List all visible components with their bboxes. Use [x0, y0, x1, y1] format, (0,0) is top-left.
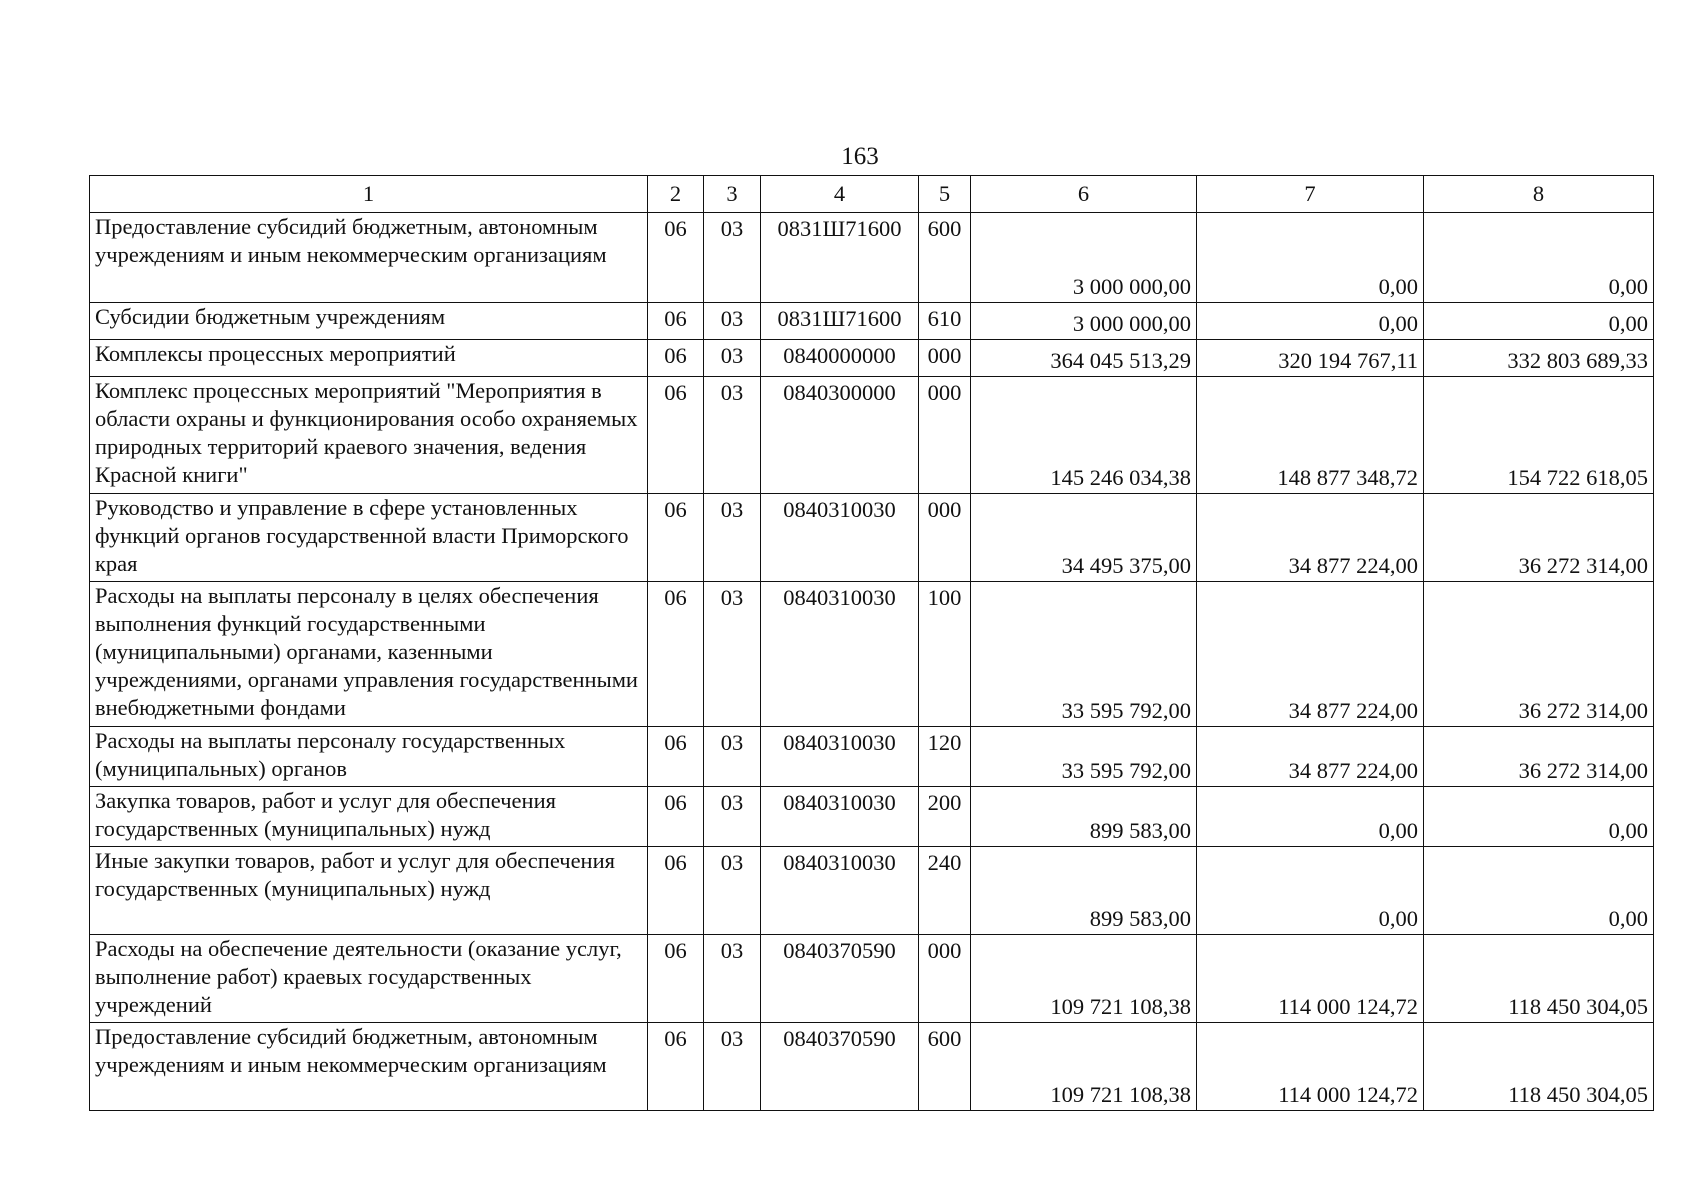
- row-amount-8: 0,00: [1424, 847, 1654, 935]
- row-target-code: 0840370590: [761, 1023, 919, 1111]
- row-amount-7: 34 877 224,00: [1197, 582, 1424, 727]
- table-row: [90, 377, 1654, 494]
- row-amount-7: 34 877 224,00: [1197, 494, 1424, 582]
- row-amount-8: 36 272 314,00: [1424, 727, 1654, 787]
- row-expense-type: 610: [919, 303, 971, 340]
- row-target-code: 0840370590: [761, 935, 919, 1023]
- row-amount-7: 0,00: [1197, 303, 1424, 340]
- row-name: Руководство и управление в сфере установленных функций органов государственной власти Приморского края: [90, 494, 648, 582]
- row-amount-7: 0,00: [1197, 213, 1424, 303]
- table-row: [90, 494, 1654, 582]
- row-name: Расходы на выплаты персоналу в целях обеспечения выполнения функций государственными (муниципальными) органами, казенными учреждениями, органами управления государственными внебюджетными фондами: [90, 582, 648, 727]
- row-name: Предоставление субсидий бюджетным, автономным учреждениям и иным некоммерческим организациям: [90, 213, 648, 303]
- row-amount-8: 0,00: [1424, 787, 1654, 847]
- table-row: [90, 787, 1654, 847]
- row-target-code: 0831Ш71600: [761, 213, 919, 303]
- row-amount-6: 33 595 792,00: [971, 727, 1197, 787]
- row-name: Расходы на обеспечение деятельности (оказание услуг, выполнение работ) краевых государственных учреждений: [90, 935, 648, 1023]
- row-amount-7: 34 877 224,00: [1197, 727, 1424, 787]
- row-expense-type: 100: [919, 582, 971, 727]
- row-expense-type: 120: [919, 727, 971, 787]
- row-name: Субсидии бюджетным учреждениям: [90, 303, 648, 340]
- row-subsection: 03: [704, 377, 761, 494]
- row-name: Комплекс процессных мероприятий "Мероприятия в области охраны и функционирования особо охраняемых природных территорий краевого значения, ведения Красной книги": [90, 377, 648, 494]
- row-target-code: 0840300000: [761, 377, 919, 494]
- row-amount-6: 899 583,00: [971, 787, 1197, 847]
- row-section: 06: [648, 494, 704, 582]
- row-section: 06: [648, 303, 704, 340]
- row-subsection: 03: [704, 494, 761, 582]
- row-expense-type: 000: [919, 494, 971, 582]
- table-row: [90, 935, 1654, 1023]
- row-subsection: 03: [704, 847, 761, 935]
- column-header-5: 5: [919, 176, 971, 213]
- column-header-4: 4: [761, 176, 919, 213]
- table-row: [90, 727, 1654, 787]
- row-name: Расходы на выплаты персоналу государственных (муниципальных) органов: [90, 727, 648, 787]
- row-expense-type: 240: [919, 847, 971, 935]
- row-section: 06: [648, 727, 704, 787]
- row-target-code: 0831Ш71600: [761, 303, 919, 340]
- table-row: [90, 582, 1654, 727]
- table-row: [90, 213, 1654, 303]
- row-amount-8: 0,00: [1424, 213, 1654, 303]
- row-amount-8: 36 272 314,00: [1424, 582, 1654, 727]
- row-target-code: 0840310030: [761, 494, 919, 582]
- budget-table: [89, 175, 1654, 1111]
- row-target-code: 0840000000: [761, 340, 919, 377]
- row-subsection: 03: [704, 727, 761, 787]
- row-amount-7: 0,00: [1197, 787, 1424, 847]
- column-header-1: 1: [90, 176, 648, 213]
- row-section: 06: [648, 340, 704, 377]
- column-header-8: 8: [1424, 176, 1654, 213]
- row-amount-6: 3 000 000,00: [971, 213, 1197, 303]
- row-name: Предоставление субсидий бюджетным, автономным учреждениям и иным некоммерческим организациям: [90, 1023, 648, 1111]
- row-target-code: 0840310030: [761, 727, 919, 787]
- row-amount-6: 33 595 792,00: [971, 582, 1197, 727]
- row-name: Комплексы процессных мероприятий: [90, 340, 648, 377]
- row-expense-type: 000: [919, 340, 971, 377]
- row-section: 06: [648, 377, 704, 494]
- row-amount-6: 364 045 513,29: [971, 340, 1197, 377]
- table-row: [90, 847, 1654, 935]
- row-expense-type: 200: [919, 787, 971, 847]
- column-header-6: 6: [971, 176, 1197, 213]
- row-amount-6: 109 721 108,38: [971, 1023, 1197, 1111]
- row-amount-6: 899 583,00: [971, 847, 1197, 935]
- row-subsection: 03: [704, 1023, 761, 1111]
- table-row: [90, 303, 1654, 340]
- row-subsection: 03: [704, 582, 761, 727]
- row-amount-8: 118 450 304,05: [1424, 1023, 1654, 1111]
- row-amount-7: 0,00: [1197, 847, 1424, 935]
- row-name: Иные закупки товаров, работ и услуг для обеспечения государственных (муниципальных) нужд: [90, 847, 648, 935]
- page-number: 163: [841, 143, 879, 170]
- row-amount-6: 145 246 034,38: [971, 377, 1197, 494]
- row-subsection: 03: [704, 213, 761, 303]
- row-amount-8: 154 722 618,05: [1424, 377, 1654, 494]
- row-amount-6: 34 495 375,00: [971, 494, 1197, 582]
- row-amount-6: 109 721 108,38: [971, 935, 1197, 1023]
- row-subsection: 03: [704, 787, 761, 847]
- row-subsection: 03: [704, 340, 761, 377]
- row-section: 06: [648, 935, 704, 1023]
- row-section: 06: [648, 213, 704, 303]
- row-section: 06: [648, 582, 704, 727]
- row-amount-8: 332 803 689,33: [1424, 340, 1654, 377]
- row-expense-type: 600: [919, 1023, 971, 1111]
- row-target-code: 0840310030: [761, 582, 919, 727]
- row-target-code: 0840310030: [761, 787, 919, 847]
- column-header-2: 2: [648, 176, 704, 213]
- row-amount-8: 0,00: [1424, 303, 1654, 340]
- column-header-7: 7: [1197, 176, 1424, 213]
- row-section: 06: [648, 1023, 704, 1111]
- table-row: [90, 1023, 1654, 1111]
- row-amount-6: 3 000 000,00: [971, 303, 1197, 340]
- row-amount-7: 114 000 124,72: [1197, 1023, 1424, 1111]
- row-amount-8: 36 272 314,00: [1424, 494, 1654, 582]
- row-target-code: 0840310030: [761, 847, 919, 935]
- row-section: 06: [648, 847, 704, 935]
- table-row: [90, 340, 1654, 377]
- row-section: 06: [648, 787, 704, 847]
- row-expense-type: 000: [919, 377, 971, 494]
- row-amount-7: 320 194 767,11: [1197, 340, 1424, 377]
- row-expense-type: 000: [919, 935, 971, 1023]
- row-subsection: 03: [704, 935, 761, 1023]
- row-subsection: 03: [704, 303, 761, 340]
- row-expense-type: 600: [919, 213, 971, 303]
- header-row: [90, 176, 1654, 213]
- column-header-3: 3: [704, 176, 761, 213]
- row-amount-7: 114 000 124,72: [1197, 935, 1424, 1023]
- row-amount-8: 118 450 304,05: [1424, 935, 1654, 1023]
- row-name: Закупка товаров, работ и услуг для обеспечения государственных (муниципальных) нужд: [90, 787, 648, 847]
- row-amount-7: 148 877 348,72: [1197, 377, 1424, 494]
